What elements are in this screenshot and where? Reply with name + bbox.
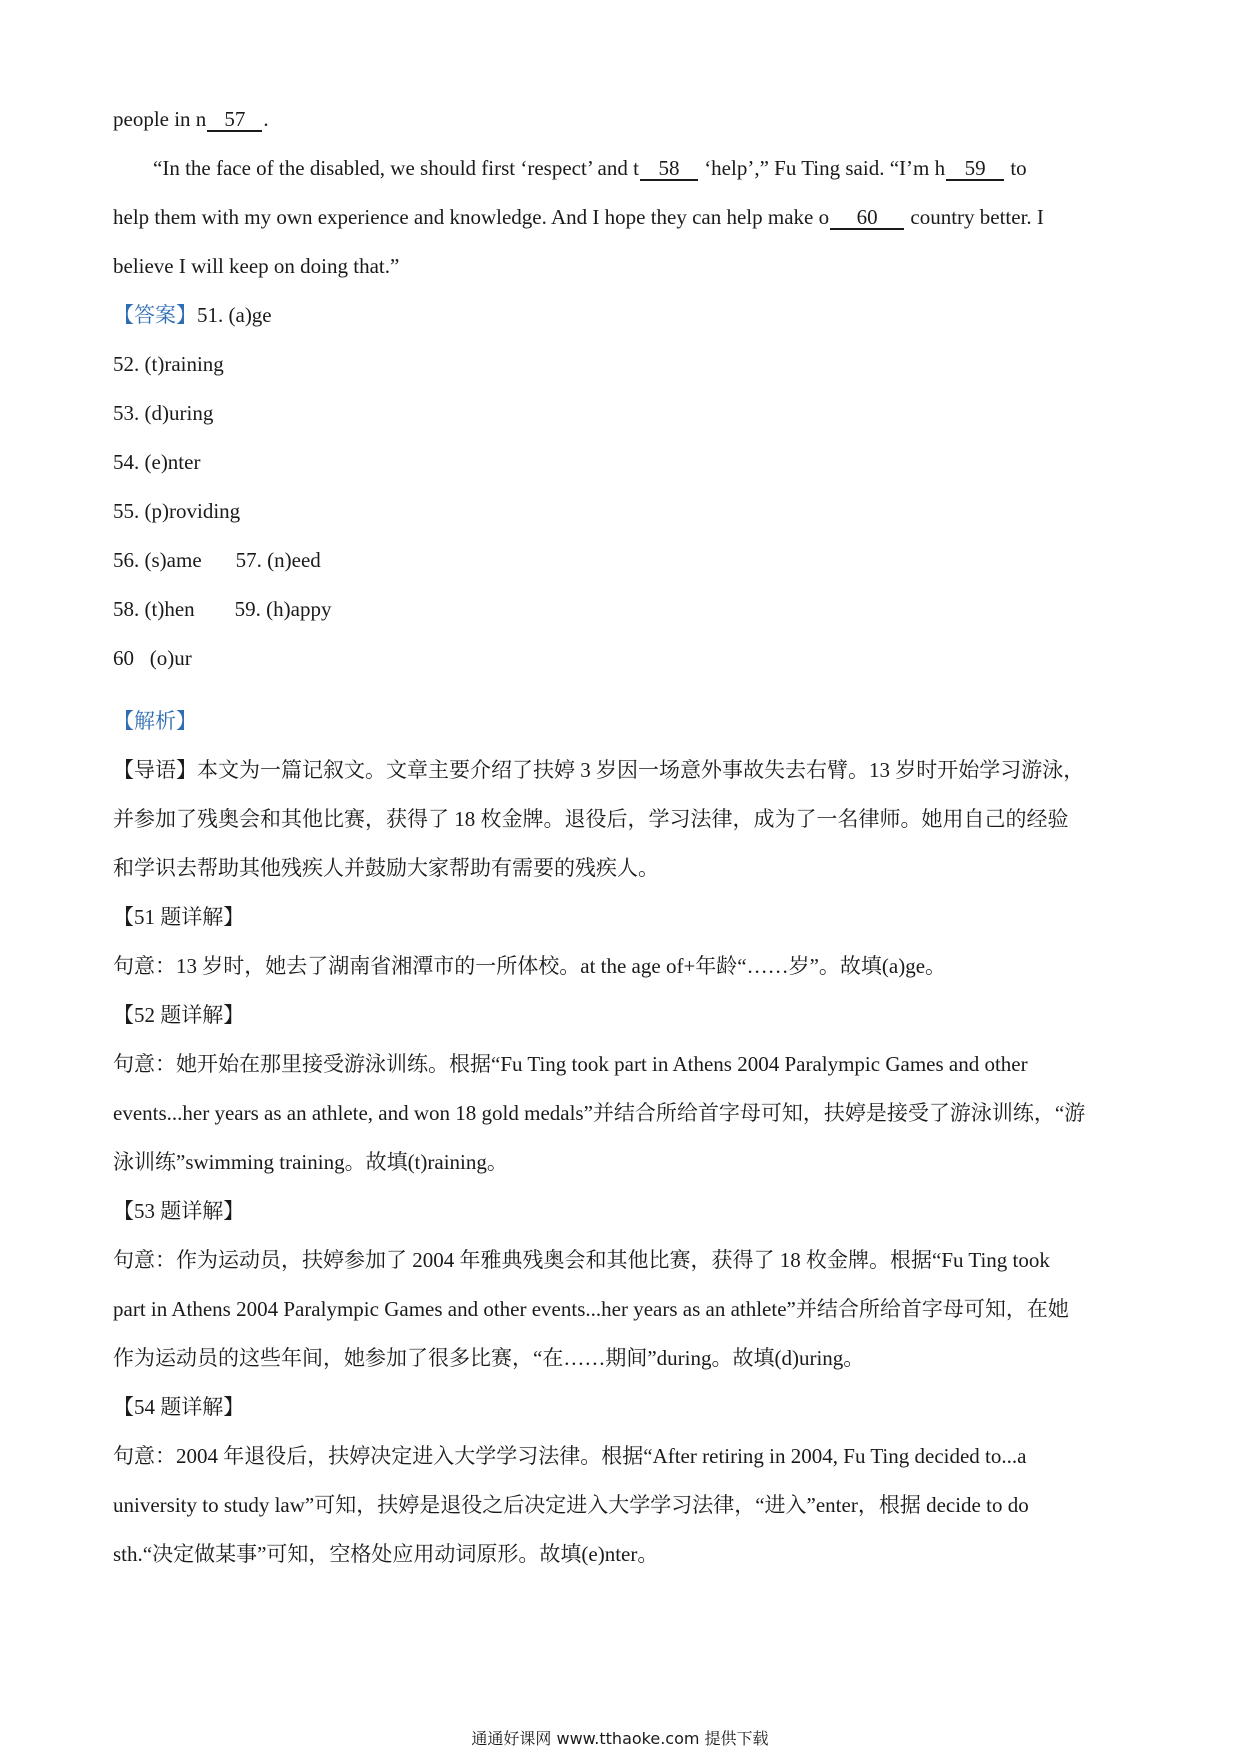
q53-line-1: 句意：作为运动员，扶婷参加了 2004 年雅典残奥会和其他比赛，获得了 18 枚金牌。根据“Fu Ting took	[113, 1248, 1050, 1272]
q52-line-1: 句意：她开始在那里接受游泳训练。根据“Fu Ting took part in Athens 2004 Paralympic Games and other	[113, 1052, 1028, 1076]
answer-line-52	[113, 340, 1133, 389]
answer-line-55	[113, 487, 1133, 536]
passage-text: “In the face of the disabled, we should first ‘respect’ and t	[153, 156, 639, 180]
blank-60: 60	[830, 206, 904, 230]
page-footer: 通通好课网 www.tthaoke.com 提供下载	[471, 1729, 769, 1748]
passage-text: believe I will keep on doing that.”	[113, 254, 400, 278]
passage-line-2	[113, 144, 1133, 193]
answer-line-60	[113, 634, 1133, 683]
q52-line-2: events...her years as an athlete, and won 18 gold medals”并结合所给首字母可知，扶婷是接受了游泳训练，“游	[113, 1101, 1086, 1125]
q54-line-2: university to study law”可知，扶婷是退役之后决定进入大学学习法律，“进入”enter，根据 decide to do	[113, 1493, 1029, 1517]
intro-line-1: 【导语】本文为一篇记叙文。文章主要介绍了扶婷 3 岁因一场意外事故失去右臂。13 岁时开始学习游泳，	[113, 758, 1085, 782]
q54-line-3: sth.“决定做某事”可知，空格处应用动词原形。故填(e)nter。	[113, 1542, 659, 1566]
q51-heading: 【51 题详解】	[113, 905, 245, 929]
analysis-heading	[113, 697, 1133, 746]
q54-line-1: 句意：2004 年退役后，扶婷决定进入大学学习法律。根据“After retiring in 2004, Fu Ting decided to...a	[113, 1444, 1027, 1468]
q52-heading: 【52 题详解】	[113, 1003, 245, 1027]
passage-text: .	[263, 107, 269, 131]
answer-60: 60 (o)ur	[113, 646, 192, 670]
passage-text: ‘help’,” Fu Ting said. “I’m h	[698, 156, 946, 180]
answer-54: 54. (e)nter	[113, 450, 201, 474]
answer-55: 55. (p)roviding	[113, 499, 241, 523]
passage-line-3	[113, 193, 1133, 242]
passage-text: country better. I	[905, 205, 1044, 229]
answer-56: 56. (s)ame	[113, 548, 202, 572]
q54-heading: 【54 题详解】	[113, 1395, 245, 1419]
blank-58: 58	[640, 157, 698, 181]
answer-line-53	[113, 389, 1133, 438]
answer-line-51	[113, 291, 1133, 340]
answer-line-58-59	[113, 585, 1133, 634]
passage-line-1	[113, 95, 1133, 144]
blank-57: 57	[207, 108, 262, 132]
answer-line-54	[113, 438, 1133, 487]
passage-text: people in n	[113, 107, 207, 131]
answer-58: 58. (t)hen	[113, 597, 195, 621]
q52-line-3: 泳训练”swimming training。故填(t)raining。	[113, 1150, 508, 1174]
document-page	[113, 95, 1133, 1579]
passage-text: to	[1005, 156, 1027, 180]
answer-52: 52. (t)raining	[113, 352, 224, 376]
intro-line-3: 和学识去帮助其他残疾人并鼓励大家帮助有需要的残疾人。	[113, 856, 659, 880]
passage-text: help them with my own experience and knowledge. And I hope they can help make o	[113, 205, 830, 229]
answer-59: 59. (h)appy	[234, 597, 332, 621]
answer-line-56-57	[113, 536, 1133, 585]
answer-53: 53. (d)uring	[113, 401, 214, 425]
answer-57: 57. (n)eed	[235, 548, 321, 572]
q51-line-1: 句意：13 岁时，她去了湖南省湘潭市的一所体校。at the age of+年龄“……岁”。故填(a)ge。	[113, 954, 947, 978]
intro-line-2: 并参加了残奥会和其他比赛，获得了 18 枚金牌。退役后，学习法律，成为了一名律师。她用自己的经验	[113, 807, 1069, 831]
answer-51: 51. (a)ge	[197, 303, 272, 327]
q53-heading: 【53 题详解】	[113, 1199, 245, 1223]
q53-line-2: part in Athens 2004 Paralympic Games and other events...her years as an athlete”并结合所给首字母可知，在她	[113, 1297, 1069, 1321]
q53-line-3: 作为运动员的这些年间，她参加了很多比赛，“在……期间”during。故填(d)uring。	[113, 1346, 865, 1370]
blank-59: 59	[946, 157, 1004, 181]
answer-tag: 【答案】	[113, 303, 197, 327]
passage-line-4	[113, 242, 1133, 291]
analysis-tag: 【解析】	[113, 709, 197, 733]
